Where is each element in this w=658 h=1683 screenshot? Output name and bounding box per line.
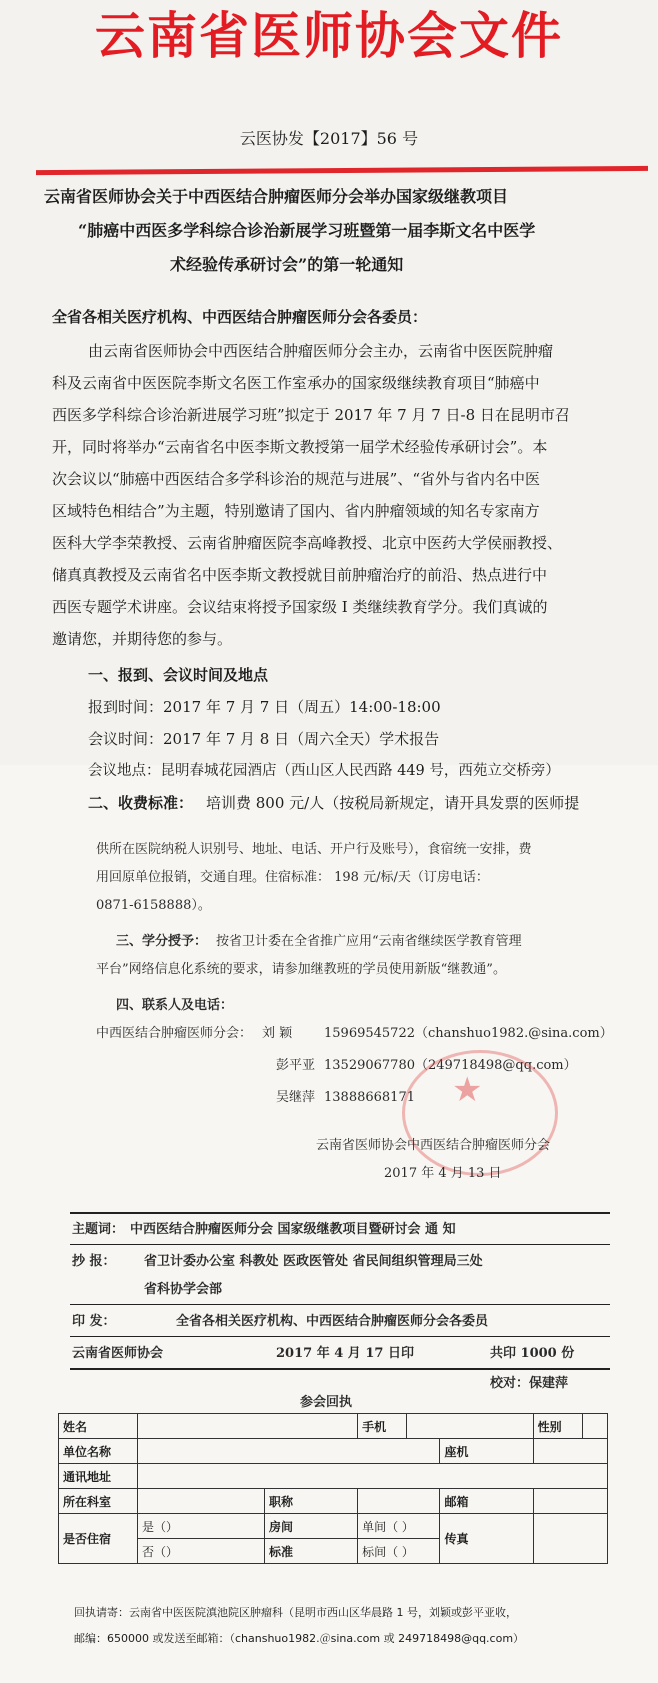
issuer: 云南省医师协会 bbox=[72, 1346, 164, 1361]
form-label: 姓名 bbox=[59, 1414, 138, 1439]
contact-name: 刘 颖 bbox=[262, 1026, 293, 1041]
fee-line: 培训费 800 元/人（按税局新规定，请开具发票的医师提 bbox=[206, 794, 580, 812]
name-field[interactable] bbox=[138, 1414, 358, 1439]
section4-heading: 四、联系人及电话： bbox=[116, 998, 234, 1013]
notice-title-line2: “肺癌中西医多学科综合诊治新展学习班暨第一届李斯文名中医学 bbox=[78, 221, 536, 240]
notice-title-line3: 术经验传承研讨会”的第一轮通知 bbox=[170, 255, 404, 274]
standard-room-option[interactable]: 标间（ ） bbox=[358, 1539, 440, 1564]
document-header-title: 云南省医师协会文件 bbox=[95, 6, 563, 65]
landline-field[interactable] bbox=[533, 1439, 607, 1464]
intro-line: 西医专题学术讲座。会议结束将授予国家级 I 类继续教育学分。我们真诚的 bbox=[52, 598, 548, 616]
form-label: 单位名称 bbox=[59, 1439, 138, 1464]
intro-line: 次会议以“肺癌中西医结合多学科诊治的规范与进展”、“省外与省内名中医 bbox=[52, 470, 541, 488]
footer-rule bbox=[70, 1368, 610, 1370]
fee-line: 用回原单位报销，交通自理。住宿标准： 198 元/标/天（订房电话： bbox=[96, 870, 489, 885]
signature-date: 2017 年 4 月 13 日 bbox=[384, 1166, 502, 1181]
intro-line: 区域特色相结合”为主题，特别邀请了国内、省内肿瘤领域的知名专家南方 bbox=[52, 502, 540, 520]
form-label: 房间 bbox=[264, 1514, 357, 1539]
subject-words: 中西医结合肿瘤医师分会 国家级继教项目暨研讨会 通 知 bbox=[130, 1222, 456, 1237]
copies: 共印 1000 份 bbox=[490, 1346, 575, 1361]
cc-recipients: 省卫计委办公室 科教处 医政医管处 省民间组织管理局三处 bbox=[144, 1254, 483, 1269]
reply-instructions: 回执请寄：云南省中医医院滇池院区肿瘤科（昆明市西山区华晨路 1 号，刘颖或彭平亚收， bbox=[74, 1606, 517, 1619]
section2-heading: 二、收费标准： bbox=[88, 794, 194, 812]
meeting-time: 会议时间：2017 年 7 月 8 日（周六全天）学术报告 bbox=[88, 730, 440, 748]
contact-org: 中西医结合肿瘤医师分会： bbox=[96, 1026, 253, 1041]
form-label: 座机 bbox=[440, 1439, 533, 1464]
single-room-option[interactable]: 单间（ ） bbox=[358, 1514, 440, 1539]
address-field[interactable] bbox=[138, 1464, 608, 1489]
form-label: 是否住宿 bbox=[59, 1514, 138, 1564]
cc-recipients: 省科协学会部 bbox=[144, 1282, 223, 1297]
print-date: 2017 年 4 月 17 日印 bbox=[276, 1346, 414, 1361]
notice-title-line1: 云南省医师协会关于中西医结合肿瘤医师分会举办国家级继教项目 bbox=[44, 187, 509, 206]
form-label: 标准 bbox=[264, 1539, 357, 1564]
intro-line: 由云南省医师协会中西医结合肿瘤医师分会主办，云南省中医医院肿瘤 bbox=[88, 342, 554, 360]
document-number: 云医协发【2017】56 号 bbox=[239, 129, 419, 148]
postcode-field[interactable] bbox=[533, 1489, 607, 1514]
form-label: 传真 bbox=[440, 1514, 533, 1564]
fee-line: 供所在医院纳税人识别号、地址、电话、开户行及账号），食宿统一安排，费 bbox=[96, 842, 532, 857]
intro-line: 开，同时将举办“云南省名中医李斯文教授第一届学术经验传承研讨会”。本 bbox=[52, 438, 548, 456]
intro-line: 邀请您，并期待您的参与。 bbox=[52, 630, 233, 648]
reply-instructions: 邮编：650000 或发送至邮箱：（chanshuo1982.＠sina.com 或 249718498@qq.com） bbox=[74, 1632, 525, 1645]
fax-field[interactable] bbox=[533, 1514, 607, 1564]
distribution: 全省各相关医疗机构、中西医结合肿瘤医师分会各委员 bbox=[176, 1314, 489, 1329]
salutation: 全省各相关医疗机构、中西医结合肿瘤医师分会各委员： bbox=[52, 308, 428, 326]
contact-info: 15969545722（chanshuo1982.@sina.com） bbox=[324, 1026, 613, 1041]
intro-line: 科及云南省中医医院李斯文名医工作室承办的国家级继续教育项目“肺癌中 bbox=[52, 374, 540, 392]
signature-org: 云南省医师协会中西医结合肿瘤医师分会 bbox=[316, 1138, 551, 1153]
footer-rule bbox=[70, 1244, 610, 1245]
contact-name: 彭平亚 bbox=[276, 1058, 316, 1073]
form-label: 所在科室 bbox=[59, 1489, 138, 1514]
form-label: 通讯地址 bbox=[59, 1464, 138, 1489]
contact-info: 13529067780（249718498@qq.com） bbox=[324, 1058, 577, 1073]
gender-field[interactable] bbox=[582, 1414, 607, 1439]
lodging-yes-option[interactable]: 是（） bbox=[138, 1514, 265, 1539]
intro-line: 储真真教授及云南省名中医李斯文教授就目前肿瘤治疗的前沿、热点进行中 bbox=[52, 566, 548, 584]
dept-field[interactable] bbox=[138, 1489, 265, 1514]
contact-info: 13888668171 bbox=[324, 1090, 415, 1105]
form-label: 邮箱 bbox=[440, 1489, 533, 1514]
phone-field[interactable] bbox=[407, 1414, 533, 1439]
intro-line: 西医多学科综合诊治新进展学习班”拟定于 2017 年 7 月 7 日-8 日在昆明市召 bbox=[52, 406, 570, 424]
fee-line: 0871-6158888）。 bbox=[96, 898, 211, 913]
footer-rule bbox=[70, 1304, 610, 1305]
credit-line: 按省卫计委在全省推广应用“云南省继续医学教育管理 bbox=[216, 934, 522, 949]
form-title: 参会回执 bbox=[300, 1395, 353, 1410]
title-field[interactable] bbox=[358, 1489, 440, 1514]
subject-label: 主题词： bbox=[72, 1222, 125, 1237]
checkin-time: 报到时间：2017 年 7 月 7 日（周五）14:00-18:00 bbox=[88, 698, 441, 716]
proofreader: 校对：保建萍 bbox=[490, 1376, 569, 1391]
seal-star-icon: ★ bbox=[452, 1070, 483, 1110]
registration-form bbox=[58, 1413, 608, 1564]
unit-field[interactable] bbox=[138, 1439, 440, 1464]
section3-heading: 三、学分授予： bbox=[116, 934, 208, 949]
credit-line: 平台”网络信息化系统的要求，请参加继教班的学员使用新版“继教通”。 bbox=[96, 962, 506, 977]
distribution-label: 印 发： bbox=[72, 1314, 116, 1329]
section1-heading: 一、报到、会议时间及地点 bbox=[88, 666, 269, 684]
meeting-venue: 会议地点：昆明春城花园酒店（西山区人民西路 449 号，西苑立交桥旁） bbox=[88, 763, 560, 779]
form-label: 手机 bbox=[358, 1414, 407, 1439]
lodging-no-option[interactable]: 否（） bbox=[138, 1539, 265, 1564]
footer-rule bbox=[70, 1212, 610, 1214]
cc-label: 抄 报： bbox=[72, 1254, 116, 1269]
intro-line: 医科大学李荣教授、云南省肿瘤医院李高峰教授、北京中医药大学侯丽教授、 bbox=[52, 534, 563, 552]
form-label: 职称 bbox=[264, 1489, 357, 1514]
contact-name: 吴继萍 bbox=[276, 1090, 316, 1105]
footer-rule bbox=[70, 1336, 610, 1337]
form-label: 性别 bbox=[533, 1414, 582, 1439]
